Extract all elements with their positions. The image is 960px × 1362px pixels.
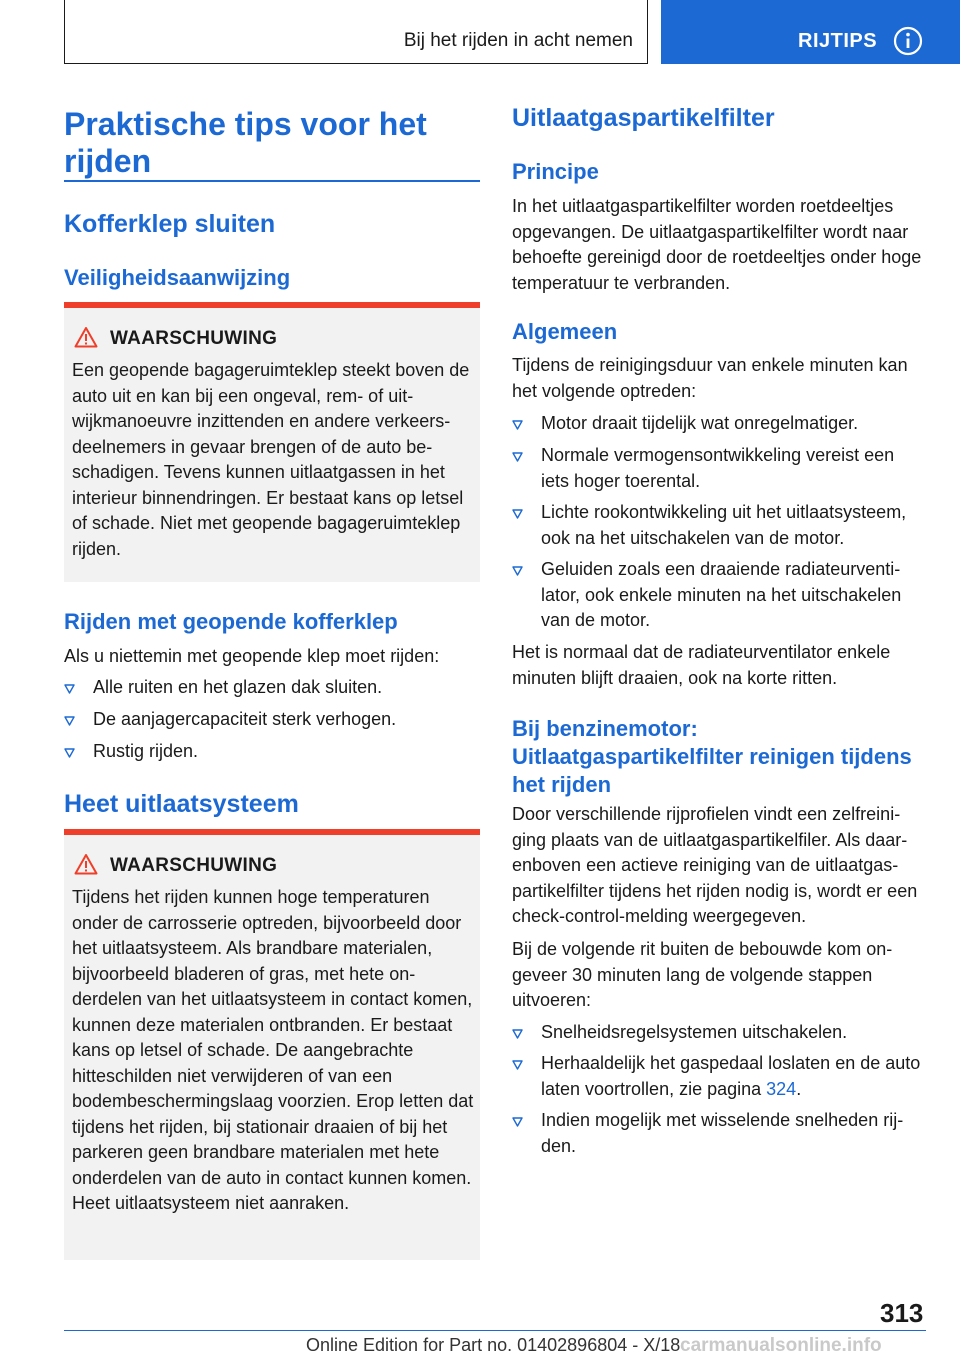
list-item-text: De aanjagercapaciteit sterk verhogen.: [93, 709, 397, 729]
list-item-text: Normale vermogensontwikkeling vereist een iets hoger toerental.: [541, 445, 895, 491]
bullet-triangle-icon: [64, 707, 76, 732]
warning-bar: [64, 302, 480, 308]
warning-triangle-icon: [74, 853, 98, 875]
list-item: [512, 411, 926, 437]
warning-box-trunk: [64, 302, 480, 582]
petrol-text-1: Door verschillende rijprofielen vindt een zelfreiniging plaats van de uitlaatgaspartikelfiler. Als daarenboven een actieve reiniging van de uitlaatgaspartikelfilter tijdens het rijden nodig is, wordt er een check-control-melding weergegeven.: [512, 804, 918, 926]
list-item: [512, 557, 926, 635]
list-item-text: Alle ruiten en het glazen dak sluiten.: [93, 677, 383, 697]
bullet-triangle-icon: [512, 411, 524, 436]
list-item-text: Geluiden zoals een draaiende radiateurventilator, ook enkele minuten na het uitschakelen van de motor.: [541, 559, 902, 630]
list-item-text-part: Herhaaldelijk het gaspedaal loslaten en de auto laten voortrollen, zie pagina: [541, 1053, 921, 1099]
heading-petrol-cleaning: Bij benzinemotor: Uitlaatgaspartikelfilter reinigen tijdens het rijden: [512, 716, 912, 797]
page-title: Praktische tips voor het rijden: [64, 106, 427, 179]
bullet-triangle-icon: [512, 500, 524, 525]
heading-principle: Principe: [512, 159, 599, 184]
footer-edition: Online Edition for Part no. 01402896804 - X/18: [306, 1335, 681, 1355]
header-chapter-tab[interactable]: [661, 0, 960, 64]
list-item: [512, 500, 926, 552]
heading-particulate-filter: Uitlaatgaspartikelfilter: [512, 104, 775, 132]
bullet-triangle-icon: [512, 557, 524, 582]
list-item-text: Rustig rijden.: [93, 741, 199, 761]
list-item-text: [541, 1051, 926, 1102]
heading-open-trunk: Rijden met geopende kofferklep: [64, 609, 398, 634]
list-item: [512, 1051, 926, 1103]
open-trunk-intro: Als u niettemin met geopende klep moet rijden:: [64, 646, 440, 666]
list-item: [512, 443, 926, 495]
general-intro: Tijdens de reinigingsduur van enkele minuten kan het volgende optreden:: [512, 355, 908, 401]
warning-text: Tijdens het rijden kunnen hoge temperaturen onder de carrosserie optreden, bijvoorbeeld door het uitlaatsysteem. Als brandbare materialen, bijvoorbeeld bladeren of gras, met hete onderdelen van het uitlaatsysteem in contact komen, kunnen deze materialen ontbranden. Er bestaat kans op letsel of schade. De aangebrachte hitteschilden niet verwijderen of van een bodembeschermingslaag voorzien. Erop letten dat tijdens het rijden, bij stationair draaien of bij het parkeren geen brandbare materialen met hete onderdelen van de auto in contact kunnen komen. Heet uitlaatsysteem niet aanraken.: [72, 887, 474, 1213]
title-rule: [64, 180, 480, 182]
bullet-triangle-icon: [512, 443, 524, 468]
page-number: 313: [880, 1298, 924, 1328]
header-section-box: [64, 0, 648, 64]
list-item-text: Snelheidsregelsystemen uitschakelen.: [541, 1022, 848, 1042]
header-section-title: Bij het rijden in acht nemen: [403, 30, 633, 51]
list-item-text: Lichte rookontwikkeling uit het uitlaatsysteem, ook na het uitschakelen van de motor.: [541, 502, 907, 548]
footer-rule: [64, 1330, 926, 1331]
header-chapter-title: RIJTIPS: [798, 30, 878, 52]
list-item: [64, 707, 480, 733]
warning-label: WAARSCHUWING: [110, 855, 278, 876]
bullet-triangle-icon: [512, 1051, 524, 1076]
warning-label: WAARSCHUWING: [110, 328, 278, 349]
bullet-triangle-icon: [64, 739, 76, 764]
info-icon[interactable]: [893, 26, 923, 56]
bullet-triangle-icon: [512, 1020, 524, 1045]
warning-box-exhaust: [64, 829, 480, 1260]
page-reference-link[interactable]: 324: [766, 1078, 797, 1099]
list-item: [512, 1020, 926, 1046]
list-item-text-part: .: [796, 1078, 802, 1099]
bullet-triangle-icon: [64, 675, 76, 700]
heading-trunk: Kofferklep sluiten: [64, 210, 276, 238]
list-item: [64, 739, 480, 765]
heading-exhaust: Heet uitlaatsysteem: [64, 790, 299, 818]
list-item: [64, 675, 480, 701]
principle-text: In het uitlaatgaspartikelfilter worden roetdeeltjes opgevangen. De uitlaatgaspartikelfilter wordt naar behoefte gereinigd door de roetdeeltjes onder hoge temperatuur te verbranden.: [512, 196, 922, 293]
bullet-triangle-icon: [512, 1108, 524, 1133]
heading-safety: Veiligheidsaanwijzing: [64, 265, 291, 290]
warning-bar: [64, 829, 480, 835]
watermark: carmanualsonline.info: [680, 1335, 882, 1356]
heading-general: Algemeen: [512, 319, 618, 344]
petrol-text-2: Bij de volgende rit buiten de bebouwde kom ongeveer 30 minuten lang de volgende stappen uitvoeren:: [512, 939, 893, 1010]
general-outro: Het is normaal dat de radiateurventilator enkele minuten blijft draaien, ook na korte ritten.: [512, 642, 891, 688]
warning-text: Een geopende bagageruimteklep steekt boven de auto uit en kan bij een ongeval, rem- of uitwijkmanoeuvre inzittenden en andere verkeersdeelnemers in gevaar brengen of de auto beschadigen. Tevens kunnen uitlaatgassen in het interieur binnendringen. Er bestaat kans op letsel of schade. Niet met geopende bagageruimteklep rijden.: [72, 360, 470, 559]
list-item-text: Motor draait tijdelijk wat onregelmatiger.: [541, 413, 859, 433]
warning-triangle-icon: [74, 326, 98, 348]
list-item: [512, 1108, 926, 1160]
list-item-text: Indien mogelijk met wisselende snelheden rijden.: [541, 1110, 904, 1156]
